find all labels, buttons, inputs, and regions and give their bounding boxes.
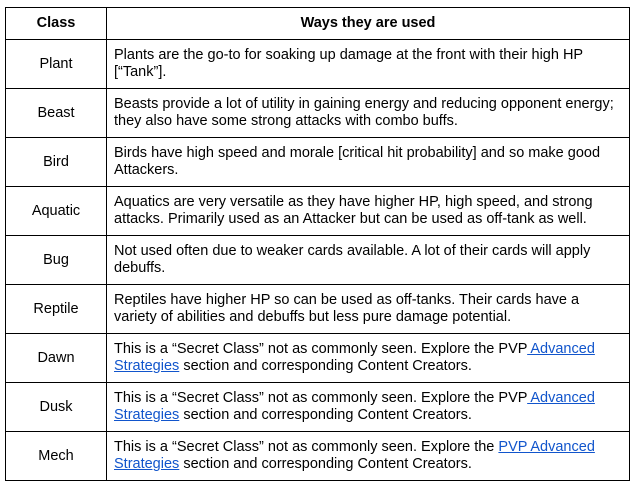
table-row-reptile xyxy=(6,285,630,334)
table-row-dawn xyxy=(6,334,630,383)
class-usage-table xyxy=(5,7,630,481)
class-cell: Plant xyxy=(6,40,107,89)
pvp-advanced-strategies-link[interactable]: Advanced Strategies xyxy=(114,390,595,423)
table-row-beast xyxy=(6,89,630,138)
class-cell: Bug xyxy=(6,236,107,285)
description-cell: Reptiles have higher HP so can be used as off-tanks. Their cards have a variety of abilities and debuffs but less pure damage potential. xyxy=(107,285,630,334)
table-row-plant xyxy=(6,40,630,89)
pvp-advanced-strategies-link[interactable]: Advanced Strategies xyxy=(114,341,595,374)
class-cell: Aquatic xyxy=(6,187,107,236)
description-text: This is a “Secret Class” not as commonly seen. Explore the PVP xyxy=(114,341,528,357)
description-cell xyxy=(107,432,630,481)
description-text: This is a “Secret Class” not as commonly seen. Explore the PVP xyxy=(114,390,528,406)
class-cell: Bird xyxy=(6,138,107,187)
class-cell: Dawn xyxy=(6,334,107,383)
description-cell: Not used often due to weaker cards available. A lot of their cards will apply debuffs. xyxy=(107,236,630,285)
description-text: section and corresponding Content Creators. xyxy=(179,358,472,374)
description-text: section and corresponding Content Creators. xyxy=(179,407,472,423)
description-cell xyxy=(107,383,630,432)
table-row-bird xyxy=(6,138,630,187)
description-cell: Plants are the go-to for soaking up damage at the front with their high HP [“Tank”]. xyxy=(107,40,630,89)
header-class: Class xyxy=(6,8,107,40)
table-row-mech xyxy=(6,432,630,481)
header-row xyxy=(6,8,630,40)
table-row-dusk xyxy=(6,383,630,432)
description-cell: Birds have high speed and morale [critical hit probability] and so make good Attackers. xyxy=(107,138,630,187)
class-cell: Beast xyxy=(6,89,107,138)
description-cell xyxy=(107,334,630,383)
pvp-advanced-strategies-link[interactable]: PVP Advanced Strategies xyxy=(114,439,595,472)
description-cell: Beasts provide a lot of utility in gaining energy and reducing opponent energy; they also have some strong attacks with combo buffs. xyxy=(107,89,630,138)
class-cell: Dusk xyxy=(6,383,107,432)
description-text: This is a “Secret Class” not as commonly seen. Explore the xyxy=(114,439,499,455)
description-cell: Aquatics are very versatile as they have higher HP, high speed, and strong attacks. Primarily used as an Attacker but can be used as off-tank as well. xyxy=(107,187,630,236)
header-ways-used: Ways they are used xyxy=(107,8,630,40)
table-row-bug xyxy=(6,236,630,285)
table-row-aquatic xyxy=(6,187,630,236)
class-cell: Reptile xyxy=(6,285,107,334)
description-text: section and corresponding Content Creators. xyxy=(179,456,472,472)
class-cell: Mech xyxy=(6,432,107,481)
